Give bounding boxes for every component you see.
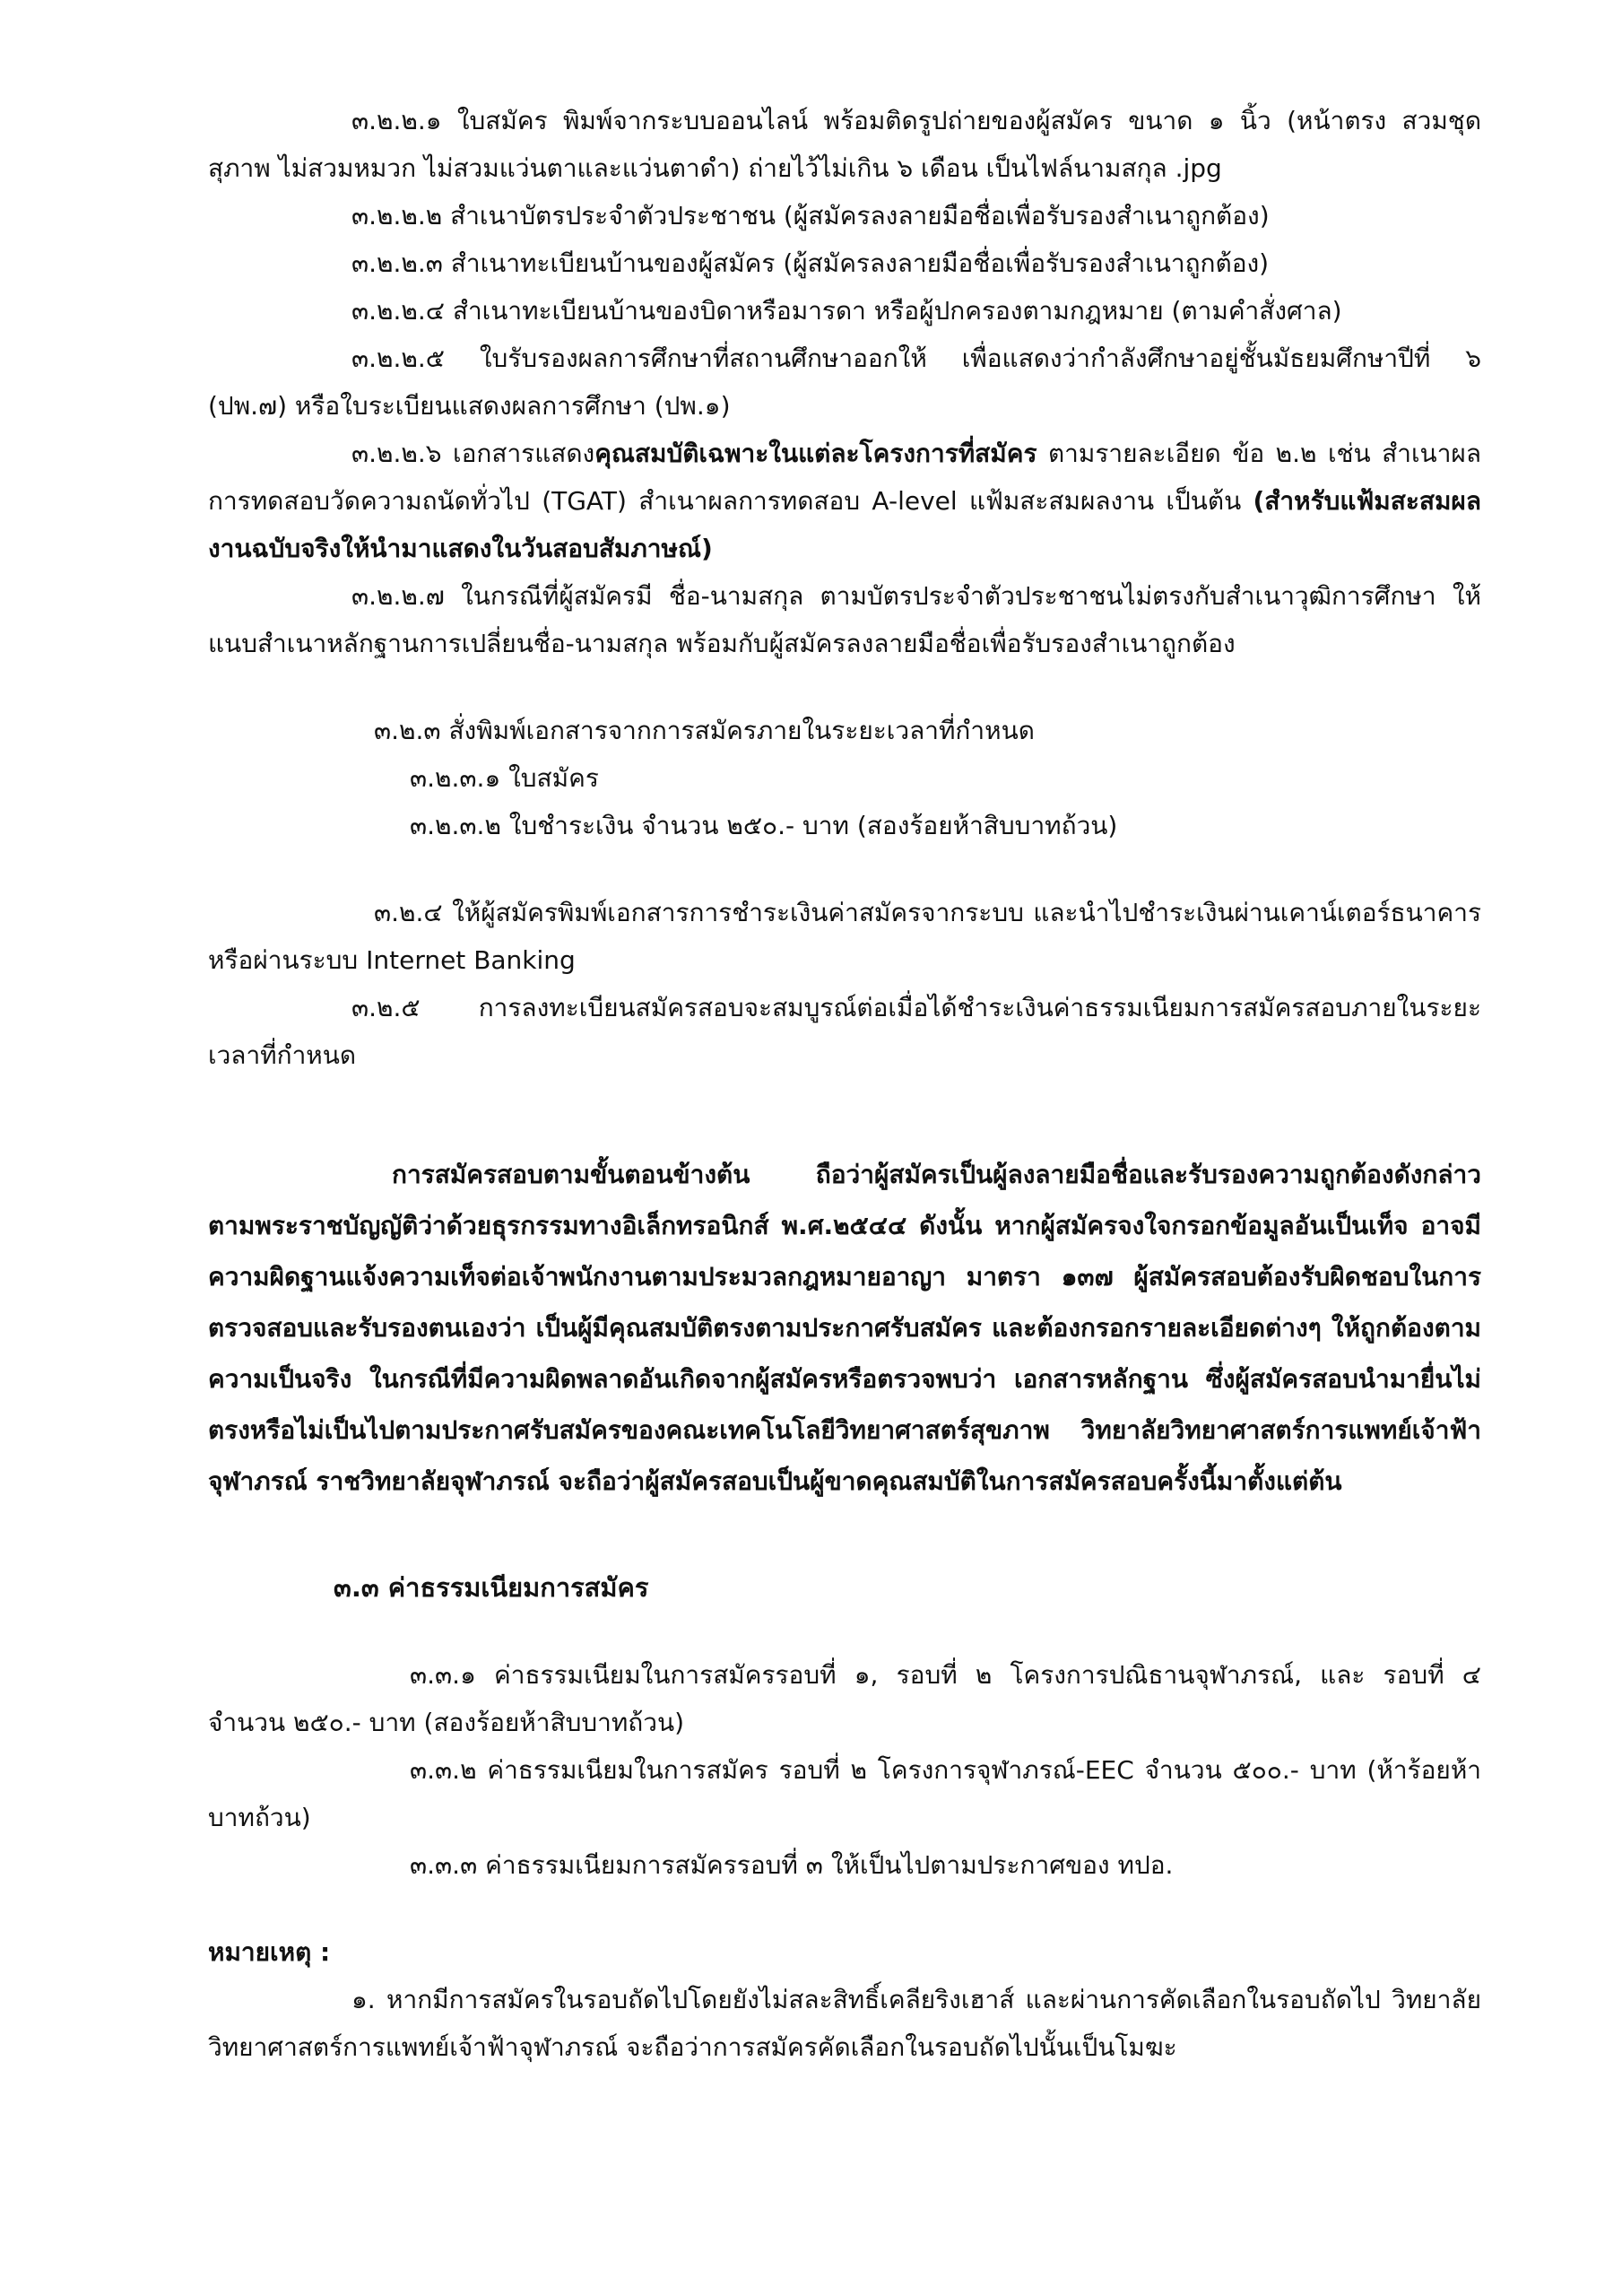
doc-item-3-2-2-4: ๓.๒.๒.๔ สำเนาทะเบียนบ้านของบิดาหรือมารดา หรือผู้ปกครองตามกฎหมาย (ตามคำสั่งศาล) <box>351 296 1342 326</box>
payment-item-3-2-5: ๓.๒.๕ การลงทะเบียนสมัครสอบจะสมบูรณ์ต่อเมื่อได้ชำระเงินค่าธรรมเนียมการสมัครสอบภายในระยะเวลาที่กำหนด <box>208 993 1481 1070</box>
remarks-item-1: ๑. หากมีการสมัครในรอบถัดไปโดยยังไม่สละสิทธิ์เคลียริงเฮาส์ และผ่านการคัดเลือกในรอบถัดไป วิทยาลัยวิทยาศาสตร์การแพทย์เจ้าฟ้าจุฬาภรณ์ จะถือว่าการสมัครคัดเลือกในรอบถัดไปนั้นเป็นโมฆะ <box>208 1985 1481 2062</box>
print-docs-title: ๓.๒.๓ สั่งพิมพ์เอกสารจากการสมัครภายในระยะเวลาที่กำหนด <box>374 716 1035 745</box>
doc-item-3-2-2-1: ๓.๒.๒.๑ ใบสมัคร พิมพ์จากระบบออนไลน์ พร้อมติดรูปถ่ายของผู้สมัคร ขนาด ๑ นิ้ว (หน้าตรง สวมชุดสุภาพ ไม่สวมหมวก ไม่สวมแว่นตาและแว่นตาดำ) ถ่ายไว้ไม่เกิน ๖ เดือน เป็นไฟล์นามสกุล .jpg <box>208 106 1481 183</box>
spacer <box>208 667 1481 707</box>
doc-item-3-2-2-5: ๓.๒.๒.๕ ใบรับรองผลการศึกษาที่สถานศึกษาออกให้ เพื่อแสดงว่ากำลังศึกษาอยู่ชั้นมัธยมศึกษาปีที่ ๖ (ปพ.๗) หรือใบระเบียนแสดงผลการศึกษา (ปพ.๑) <box>208 344 1481 421</box>
spacer <box>208 1507 1481 1564</box>
doc-item-3-2-2-6-post: ตามรายละเอียด ข้อ ๒.๒ เช่น สำเนาผลการทดสอบวัดความถนัดทั่วไป (TGAT) สำเนาผลการทดสอบ A-level แฟ้มสะสมผลงาน เป็นต้น <box>208 439 1481 516</box>
print-docs-item-1: ๓.๒.๓.๑ ใบสมัคร <box>410 763 599 793</box>
doc-item-3-2-2-6-bold: คุณสมบัติเฉพาะในแต่ละโครงการที่สมัคร <box>594 439 1037 468</box>
doc-item-3-2-2-6 <box>208 430 1481 572</box>
spacer <box>208 1889 1481 1928</box>
fees-heading: ๓.๓ ค่าธรรมเนียมการสมัคร <box>334 1572 649 1603</box>
remarks-heading: หมายเหตุ : <box>208 1937 331 1967</box>
fees-item-3-3-3: ๓.๓.๓ ค่าธรรมเนียมการสมัครรอบที่ ๓ ให้เป็นไปตามประกาศของ ทปอ. <box>410 1850 1174 1880</box>
doc-item-3-2-2-7: ๓.๒.๒.๗ ในกรณีที่ผู้สมัครมี ชื่อ-นามสกุล ตามบัตรประจำตัวประชาชนไม่ตรงกับสำเนาวุฒิการศึกษา ให้แนบสำเนาหลักฐานการเปลี่ยนชื่อ-นามสกุล พร้อมกับผู้สมัครลงลายมือชื่อเพื่อรับรองสำเนาถูกต้อง <box>208 581 1481 658</box>
spacer <box>208 1079 1481 1149</box>
document-body <box>208 97 1481 2071</box>
payment-item-3-2-4: ๓.๒.๔ ให้ผู้สมัครพิมพ์เอกสารการชำระเงินค่าสมัครจากระบบ และนำไปชำระเงินผ่านเคาน์เตอร์ธนาคาร หรือผ่านระบบ Internet Banking <box>208 898 1481 975</box>
spacer <box>208 1612 1481 1651</box>
doc-item-3-2-2-6-pre: ๓.๒.๒.๖ เอกสารแสดง <box>351 439 595 468</box>
notice-paragraph: การสมัครสอบตามขั้นตอนข้างต้น ถือว่าผู้สมัครเป็นผู้ลงลายมือชื่อและรับรองความถูกต้องดังกล่าว ตามพระราชบัญญัติว่าด้วยธุรกรรมทางอิเล็กทรอนิกส์ พ.ศ.๒๕๔๔ ดังนั้น หากผู้สมัครจงใจกรอกข้อมูลอันเป็นเท็จ อาจมีความผิดฐานแจ้งความเท็จต่อเจ้าพนักงานตามประมวลกฎหมายอาญา มาตรา ๑๓๗ ผู้สมัครสอบต้องรับผิดชอบในการตรวจสอบและรับรองตนเองว่า เป็นผู้มีคุณสมบัติตรงตามประกาศรับสมัคร และต้องกรอกรายละเอียดต่างๆ ให้ถูกต้องตามความเป็นจริง ในกรณีที่มีความผิดพลาดอันเกิดจากผู้สมัครหรือตรวจพบว่า เอกสารหลักฐาน ซึ่งผู้สมัครสอบนำมายื่นไม่ตรงหรือไม่เป็นไปตามประกาศรับสมัครของคณะเทคโนโลยีวิทยาศาสตร์สุขภาพ วิทยาลัยวิทยาศาสตร์การแพทย์เจ้าฟ้าจุฬาภรณ์ ราชวิทยาลัยจุฬาภรณ์ จะถือว่าผู้สมัครสอบเป็นผู้ขาดคุณสมบัติในการสมัครสอบครั้งนี้มาตั้งแต่ต้น <box>208 1160 1481 1496</box>
spacer <box>208 849 1481 889</box>
doc-item-3-2-2-2: ๓.๒.๒.๒ สำเนาบัตรประจำตัวประชาชน (ผู้สมัครลงลายมือชื่อเพื่อรับรองสำเนาถูกต้อง) <box>351 201 1270 230</box>
fees-item-3-3-1: ๓.๓.๑ ค่าธรรมเนียมในการสมัครรอบที่ ๑, รอบที่ ๒ โครงการปณิธานจุฬาภรณ์, และ รอบที่ ๔ จำนวน ๒๕๐.- บาท (สองร้อยห้าสิบบาทถ้วน) <box>208 1660 1481 1737</box>
doc-item-3-2-2-6-bold-note: (สำหรับแฟ้มสะสมผลงานฉบับจริงให้นำมาแสดงในวันสอบสัมภาษณ์) <box>208 486 1481 563</box>
doc-item-3-2-2-3: ๓.๒.๒.๓ สำเนาทะเบียนบ้านของผู้สมัคร (ผู้สมัครลงลายมือชื่อเพื่อรับรองสำเนาถูกต้อง) <box>351 248 1270 278</box>
print-docs-item-2: ๓.๒.๓.๒ ใบชำระเงิน จำนวน ๒๕๐.- บาท (สองร้อยห้าสิบบาทถ้วน) <box>410 811 1118 840</box>
fees-item-3-3-2: ๓.๓.๒ ค่าธรรมเนียมในการสมัคร รอบที่ ๒ โครงการจุฬาภรณ์-EEC จำนวน ๕๐๐.- บาท (ห้าร้อยห้าบาทถ้วน) <box>208 1755 1481 1832</box>
